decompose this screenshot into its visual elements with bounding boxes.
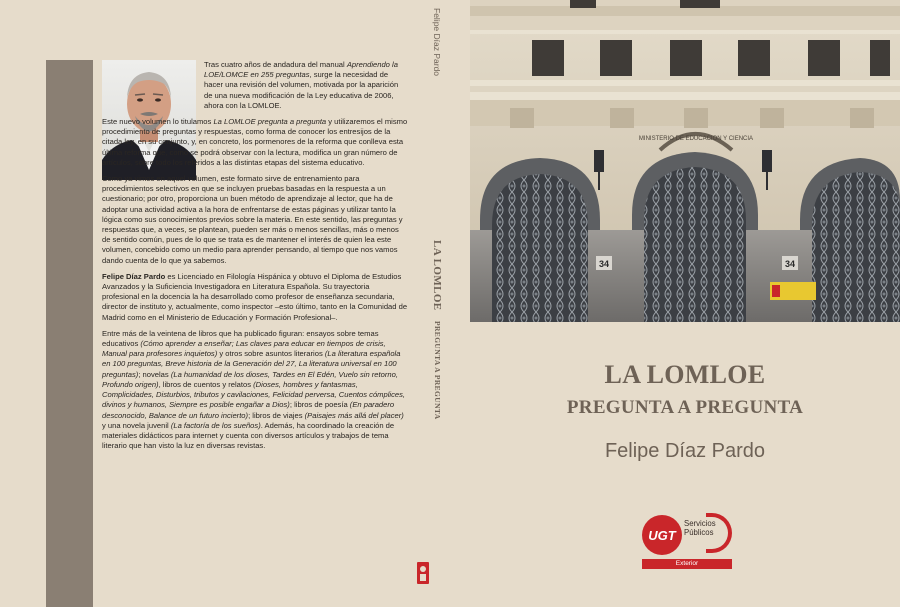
text-run: , libros de cuentos y relatos (158, 379, 254, 389)
text-run: (Paisajes más allá del placer) (304, 410, 404, 420)
paragraph-author-bio (102, 272, 408, 323)
door-number-right: 34 (784, 259, 796, 269)
text-run: (La humanidad de los dioses, Tardes en El Edén, Vuelo sin retorno, Profundo origen) (102, 369, 398, 389)
text-run: Aprendiendo la LOE/LOMCE en 255 preguntas (204, 60, 398, 80)
publisher-logo-icon (417, 562, 429, 584)
ministry-building-photo (470, 0, 900, 322)
paragraph-format (102, 174, 408, 266)
text-run: ; novelas (138, 369, 171, 379)
text-run: es Licenciado en Filología Hispánica y obtuvo el Diploma de Estudios Avanzados y la Suficiencia Investigadora en Literatura Española. Su trayectoria profesional en la docencia la ha desarrollado como profesor de enseñanza secundaria, director de instituto y, actualmente, como inspector –esto último, tanto en la Comunidad de Madrid como en el Ministerio de Educación y Formación Profesional–. (102, 271, 408, 322)
decorative-stripe (46, 60, 93, 607)
book-spine (412, 0, 470, 607)
front-cover (470, 0, 900, 607)
text-run: (Dioses, hombres y fantasmas, Complicidades, Disturbios, tributos y cavilaciones, Felicidad perversa, Cuentos cómplices, divinos y humanos, Siempre es posible engañar a Dios) (102, 379, 406, 410)
text-run: (La literatura española en 100 preguntas, Breve historia de la Generación del 27, La literatura universal en 100 preguntas) (102, 349, 401, 379)
text-run: . Además, ha coordinado la creación de materiales didácticos para internet y cuenta con diversos artículos y trabajos de tema literario que han visto la luz en diversas revistas. (102, 420, 395, 451)
back-cover (0, 0, 412, 607)
ugt-logo (642, 513, 732, 571)
paragraph-intro (204, 60, 408, 111)
paragraph-bibliography (102, 329, 408, 451)
ugt-bar: Exterior (642, 559, 732, 569)
spine-title-block (428, 240, 446, 420)
text-run: Entre más de la veintena de libros que ha publicado figuran: ensayos sobre temas educativos (102, 328, 379, 349)
text-run: La LOMLOE pregunta a pregunta (213, 117, 327, 127)
back-cover-text (102, 60, 408, 457)
text-run: Como ya vimos en aquel volumen, este formato sirve de entrenamiento para procedimientos selectivos en que se incluyen pruebas basadas en la respuesta a un cuestionario; por otro, proporciona un buen método de aprendizaje al lector, que ha de adoptar una actividad activa a la hora de enfrentarse de estas páginas y utilizar tanto la lógica como sus conocimientos previos sobre la materia. En este sentido, las preguntas y respuestas que, a veces, se plantean, pueden ser más o menos sencillas, más o menos de sentido común, pues de lo que se trata es de mantener el interés de quien lea este volumen, concebido como un medio para aprender pensando, al tiempo que nos vamos dando cuenta de lo que ya sabemos. (102, 174, 403, 265)
book-title: LA LOMLOE (604, 360, 766, 389)
text-run: (La factoría de los sueños) (170, 420, 261, 430)
ugt-mark: UGT (642, 515, 682, 555)
ugt-line1: Servicios (684, 519, 716, 528)
text-run: y utilizaremos el mismo procedimiento de preguntas y respuestas, como forma de conocer los entresijos de la citada ley, en su conjunto, y, en concreto, los pormenores de la reforma que conlleva esta última reforma que, como se podrá observar con la lectura, modifica un gran número de artículos, sobre todo los referidos a las distintas etapas del sistema educativo. (102, 117, 408, 167)
text-run: , surge la necesidad de hacer una revisión del volumen, motivada por la aparición de una nueva modificación de la Ley educativa de 2006, ahora con la LOMLOE. (204, 70, 399, 110)
book-author: Felipe Díaz Pardo (604, 440, 766, 462)
text-run: ; libros de viajes (248, 410, 305, 420)
text-run: Felipe Díaz Pardo (102, 271, 166, 281)
door-number-left: 34 (598, 259, 610, 269)
book-subtitle: PREGUNTA A PREGUNTA (566, 397, 804, 418)
text-run: ; libros de poesía (289, 400, 350, 410)
text-run: y otros sobre asuntos literarios (217, 349, 325, 359)
ugt-arc-icon (706, 513, 732, 553)
spine-subtitle: PREGUNTA A PREGUNTA (433, 320, 442, 420)
ugt-line2: Públicos (684, 528, 714, 537)
text-run: Tras cuatro años de andadura del manual (204, 60, 347, 69)
spine-title: LA LOMLOE (431, 240, 443, 311)
text-run: Este nuevo volumen lo titulamos (102, 117, 214, 127)
text-run: (En paradero desconocido, Balance de un futuro incierto) (102, 400, 395, 420)
building-sign: MINISTERIO DE EDUCACION Y CIENCIA (638, 136, 754, 142)
spine-author: Felipe Díaz Pardo (432, 8, 442, 77)
text-run: y una novela juvenil (102, 420, 171, 430)
text-run: (Cómo aprender a enseñar; Las claves para educar en tiempos de crisis, Manual para profesores inquietos) (102, 339, 386, 359)
paragraph-title-description (102, 117, 408, 168)
